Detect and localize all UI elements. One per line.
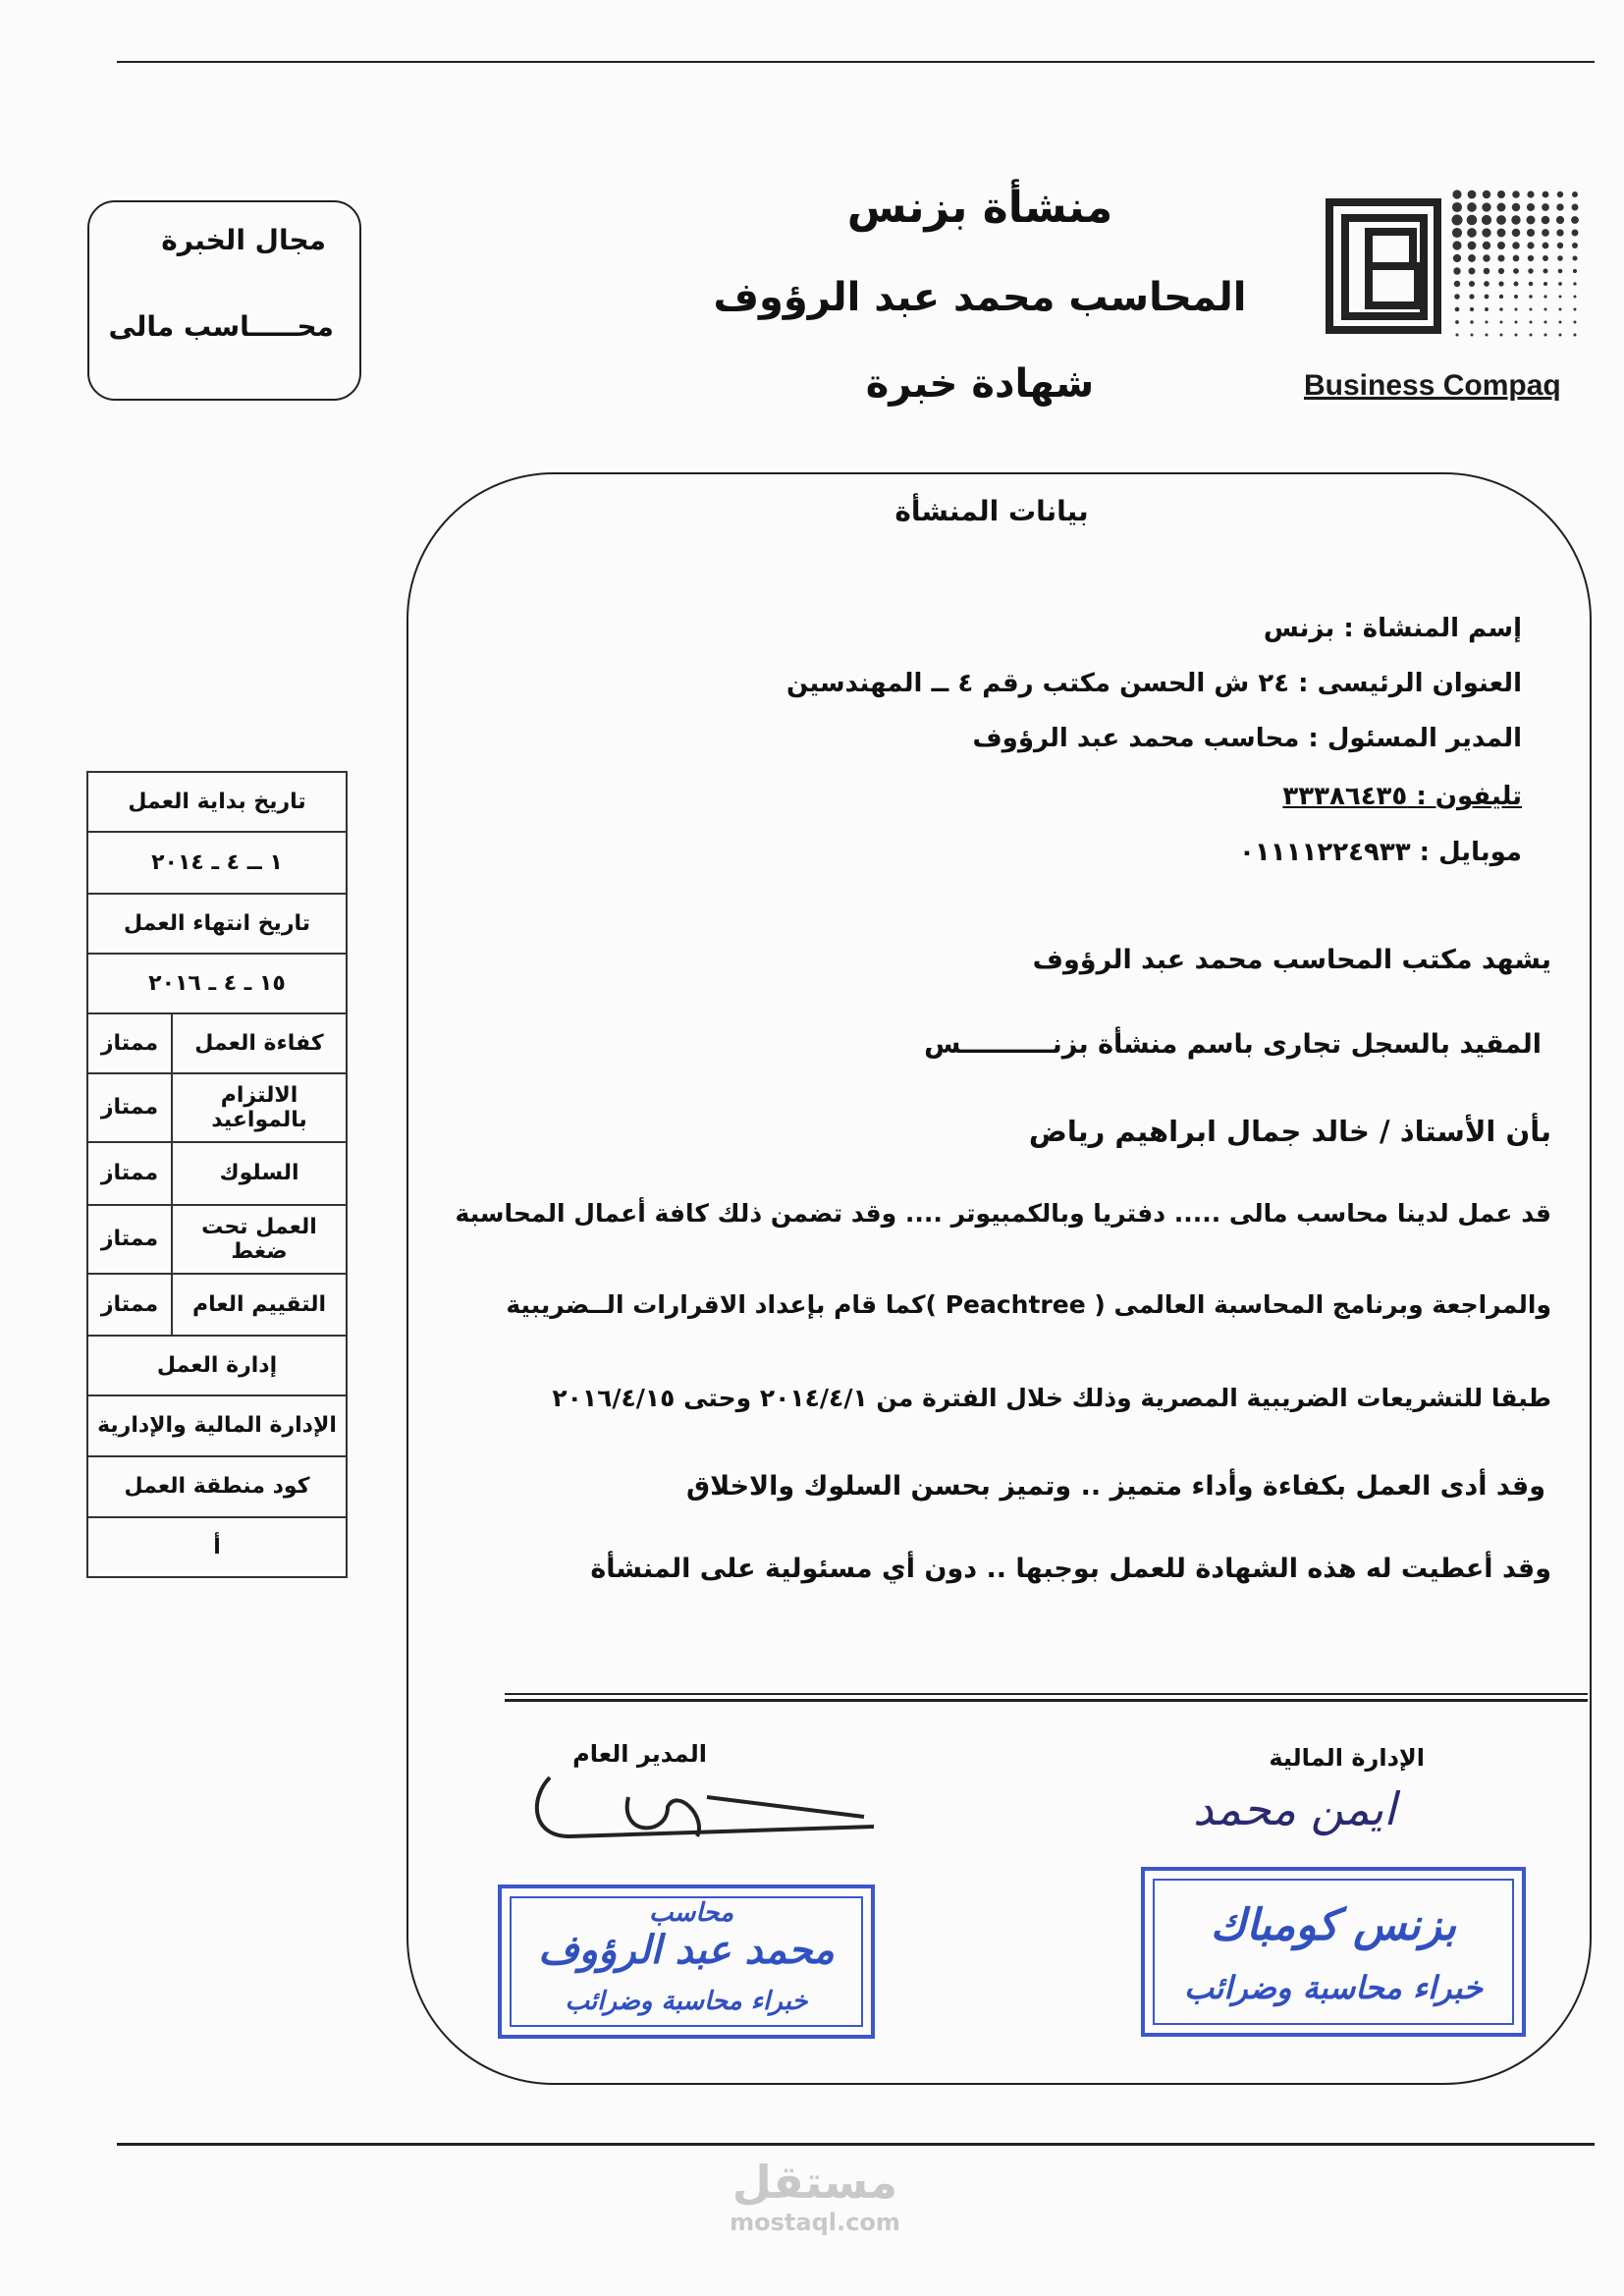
logo-dot — [1542, 216, 1550, 225]
start-date-label: تاريخ بداية العمل — [87, 772, 347, 832]
logo-dot — [1572, 230, 1579, 237]
employment-details-table — [86, 771, 348, 1578]
body-line: يشهد مكتب المحاسب محمد عبد الرؤوف — [1032, 945, 1551, 975]
stamp-accountant — [498, 1885, 875, 2039]
rating: ممتاز — [87, 1073, 172, 1142]
watermark-en: mostaql.com — [730, 2209, 900, 2236]
stamp-text: محاسب — [649, 1898, 733, 1928]
logo-dot — [1470, 320, 1473, 323]
stamp-business-compaq — [1141, 1867, 1526, 2037]
logo-dot — [1512, 191, 1520, 198]
body-line: والمراجعة وبرنامج المحاسبة العالمى ( Peachtree )كما قام بإعداد الاقرارات الــضريبية — [506, 1290, 1551, 1319]
logo-dot — [1544, 334, 1547, 337]
manager-signature — [511, 1758, 884, 1856]
logo-dot — [1529, 282, 1534, 287]
logo-dot — [1499, 307, 1503, 311]
criterion: الالتزام بالمواعيد — [172, 1073, 347, 1142]
logo-dot — [1527, 216, 1536, 225]
logo-dot — [1454, 294, 1460, 300]
document-title: شهادة خبرة — [865, 361, 1095, 407]
logo-dot — [1483, 242, 1490, 249]
logo-dot — [1513, 268, 1519, 274]
end-date-value: ١٥ ـ ٤ ـ ٢٠١٦ — [87, 954, 347, 1013]
logo-dot — [1574, 308, 1577, 311]
zone-code-label: كود منطقة العمل — [87, 1456, 347, 1517]
logo-dot — [1497, 191, 1505, 198]
info-phone: تليفون : ٣٣٣٨٦٤٣٥ — [1282, 782, 1522, 811]
start-date-value: ١ ــ ٤ ـ ٢٠١٤ — [87, 832, 347, 894]
logo-dot — [1530, 321, 1533, 324]
body-line: وقد أدى العمل بكفاءة وأداء متميز .. وتميز بحسن السلوك والاخلاق — [685, 1471, 1545, 1502]
logo-dot — [1497, 254, 1504, 261]
logo-dot — [1544, 308, 1547, 311]
experience-field-box — [87, 200, 361, 401]
logo-dot — [1486, 321, 1489, 324]
logo-dot — [1514, 307, 1517, 310]
logo-dot — [1468, 254, 1476, 262]
criterion: السلوك — [172, 1142, 347, 1205]
logo-dot — [1512, 203, 1521, 212]
department-label: إدارة العمل — [87, 1336, 347, 1395]
rating: ممتاز — [87, 1013, 172, 1073]
finance-signature: ايمن محمد — [1193, 1782, 1396, 1835]
end-date-label: تاريخ انتهاء العمل — [87, 894, 347, 954]
mostaql-watermark — [687, 2156, 943, 2236]
body-line: بأن الأستاذ / خالد جمال ابراهيم رياض — [1028, 1115, 1551, 1148]
info-mobile: موبايل : ٠١١١١٢٢٤٩٣٣ — [1239, 838, 1522, 867]
logo-dot — [1559, 321, 1562, 324]
criterion: التقييم العام — [172, 1274, 347, 1336]
logo-dot — [1514, 282, 1519, 287]
logo-dot — [1453, 267, 1460, 274]
experience-label: مجال الخبرة — [161, 224, 326, 256]
logo-dot — [1529, 295, 1533, 299]
logo-dot — [1485, 307, 1489, 311]
brand-name: Business Compaq — [1304, 369, 1561, 402]
logo-dot — [1482, 215, 1491, 225]
logo-dot — [1471, 334, 1474, 337]
watermark-ar: مستقل — [731, 2156, 898, 2209]
logo-dot — [1483, 191, 1490, 198]
logo-dot — [1558, 282, 1562, 286]
criterion: العمل تحت ضغط — [172, 1205, 347, 1274]
logo-dot — [1500, 321, 1503, 324]
logo-dot — [1452, 241, 1461, 249]
logo-dot — [1485, 295, 1489, 300]
info-manager: المدير المسئول : محاسب محمد عبد الرؤوف — [972, 724, 1522, 753]
logo-dot — [1527, 229, 1535, 237]
logo-dot — [1544, 321, 1547, 324]
logo-dot — [1470, 307, 1474, 311]
logo-dot — [1497, 229, 1506, 238]
logo-dot — [1497, 203, 1506, 212]
logo-dot — [1527, 242, 1534, 248]
stamp-text: محمد عبد الرؤوف — [538, 1928, 835, 1973]
logo-dot — [1452, 190, 1461, 198]
finance-dept-label: الإدارة المالية — [1269, 1744, 1425, 1772]
logo-dot — [1574, 296, 1577, 299]
logo-dot — [1542, 203, 1549, 211]
stamp-text: خبراء محاسبة وضرائب — [565, 1987, 808, 2016]
logo-dot — [1456, 334, 1459, 337]
logo-dot — [1573, 269, 1577, 273]
logo-dot — [1557, 191, 1563, 197]
business-compaq-logo — [1310, 183, 1590, 355]
logo-dot — [1530, 308, 1533, 311]
logo-dot — [1574, 321, 1577, 324]
logo-dot — [1572, 204, 1579, 211]
logo-dot — [1498, 281, 1503, 286]
logo-dot — [1571, 216, 1579, 224]
logo-dot — [1511, 215, 1520, 224]
top-rule — [117, 61, 1595, 63]
logo-dot — [1496, 215, 1506, 225]
signature-divider — [505, 1693, 1588, 1702]
logo-dot — [1482, 202, 1490, 211]
logo-dot — [1452, 228, 1462, 238]
logo-dot — [1572, 255, 1577, 260]
logo-dot — [1557, 243, 1563, 248]
logo-dot — [1543, 255, 1548, 261]
logo-dot — [1527, 203, 1535, 211]
logo-dot — [1513, 255, 1520, 262]
zone-code-value: أ — [87, 1517, 347, 1577]
criterion: كفاءة العمل — [172, 1013, 347, 1073]
logo-dot — [1514, 295, 1518, 299]
logo-dot — [1469, 268, 1476, 275]
logo-dot — [1454, 281, 1461, 288]
rating: ممتاز — [87, 1274, 172, 1336]
logo-dot — [1527, 191, 1534, 197]
logo-dot — [1468, 242, 1477, 250]
accountant-name: المحاسب محمد عبد الرؤوف — [713, 275, 1247, 320]
info-address: العنوان الرئيسى : ٢٤ ش الحسن مكتب رقم ٤ ــ المهندسين — [785, 669, 1522, 698]
logo-dot — [1543, 295, 1546, 298]
logo-dot — [1515, 334, 1518, 337]
establishment-name: منشأة بزنس — [846, 183, 1113, 233]
logo-dot — [1543, 269, 1548, 274]
rating: ممتاز — [87, 1205, 172, 1274]
logo-dot — [1500, 334, 1503, 337]
rating: ممتاز — [87, 1142, 172, 1205]
logo-dot — [1559, 296, 1562, 299]
logo-dot — [1515, 321, 1518, 324]
logo-dot — [1499, 295, 1503, 299]
logo-dot — [1574, 334, 1577, 337]
logo-dot — [1455, 320, 1459, 324]
logo-dot — [1556, 203, 1563, 210]
logo-dot — [1572, 191, 1578, 197]
experience-value: محـــــاسب مالى — [108, 310, 334, 343]
logo-dot — [1467, 202, 1477, 212]
stamp-text: بزنس كومباك — [1210, 1900, 1457, 1950]
body-line: طبقا للتشريعات الضريبية المصرية وذلك خلال الفترة من ٢٠١٤/٤/١ وحتى ٢٠١٦/٤/١٥ — [552, 1384, 1551, 1412]
logo-dot — [1455, 307, 1460, 312]
logo-dot — [1559, 308, 1562, 311]
logo-dot — [1543, 282, 1547, 286]
logo-dot — [1512, 242, 1520, 249]
body-line: قد عمل لدينا محاسب مالى ..... دفتريا وبالكمبيوتر .... وقد تضمن ذلك كافة أعمال المحاسبة — [455, 1199, 1551, 1228]
logo-dot — [1467, 228, 1477, 238]
logo-dot — [1528, 268, 1533, 273]
general-manager-label: المدير العام — [572, 1740, 707, 1768]
logo-dot — [1483, 254, 1490, 262]
logo-dot — [1512, 229, 1521, 238]
logo-dot — [1484, 268, 1490, 275]
logo-dot — [1498, 268, 1504, 274]
logo-dot — [1573, 282, 1576, 285]
logo-dot — [1556, 229, 1563, 236]
logo-dot — [1556, 216, 1564, 224]
logo-dot — [1468, 191, 1477, 199]
logo-dot — [1484, 281, 1489, 287]
body-line: وقد أعطيت له هذه الشهادة للعمل بوجبها .. دون أي مسئولية على المنشأة — [590, 1554, 1551, 1584]
logo-dot — [1572, 243, 1578, 248]
logo-dot — [1486, 334, 1489, 337]
panel-heading: بيانات المنشأة — [894, 495, 1089, 527]
logo-dot — [1467, 215, 1478, 226]
logo-dot — [1558, 269, 1563, 274]
logo-dot — [1557, 255, 1563, 261]
info-name: إسم المنشاة : بزنس — [1263, 614, 1522, 643]
department-value: الإدارة المالية والإدارية — [87, 1395, 347, 1456]
body-line: المقيد بالسجل تجارى باسم منشأة بزنــــــــــس — [924, 1029, 1542, 1060]
logo-dot — [1497, 242, 1505, 249]
logo-dot — [1452, 202, 1462, 212]
logo-dot — [1528, 255, 1534, 261]
logo-dot — [1559, 334, 1562, 337]
logo-dot — [1530, 334, 1533, 337]
stamp-text: خبراء محاسبة وضرائب — [1184, 1969, 1483, 2006]
logo-dot — [1482, 228, 1490, 237]
logo-dot — [1453, 254, 1461, 262]
logo-dot — [1542, 229, 1549, 237]
logo-dot — [1543, 243, 1549, 249]
bottom-rule — [117, 2143, 1595, 2146]
logo-dot — [1469, 294, 1474, 299]
logo-dot — [1452, 215, 1463, 226]
logo-dot — [1469, 281, 1475, 287]
logo-dot — [1543, 191, 1549, 198]
